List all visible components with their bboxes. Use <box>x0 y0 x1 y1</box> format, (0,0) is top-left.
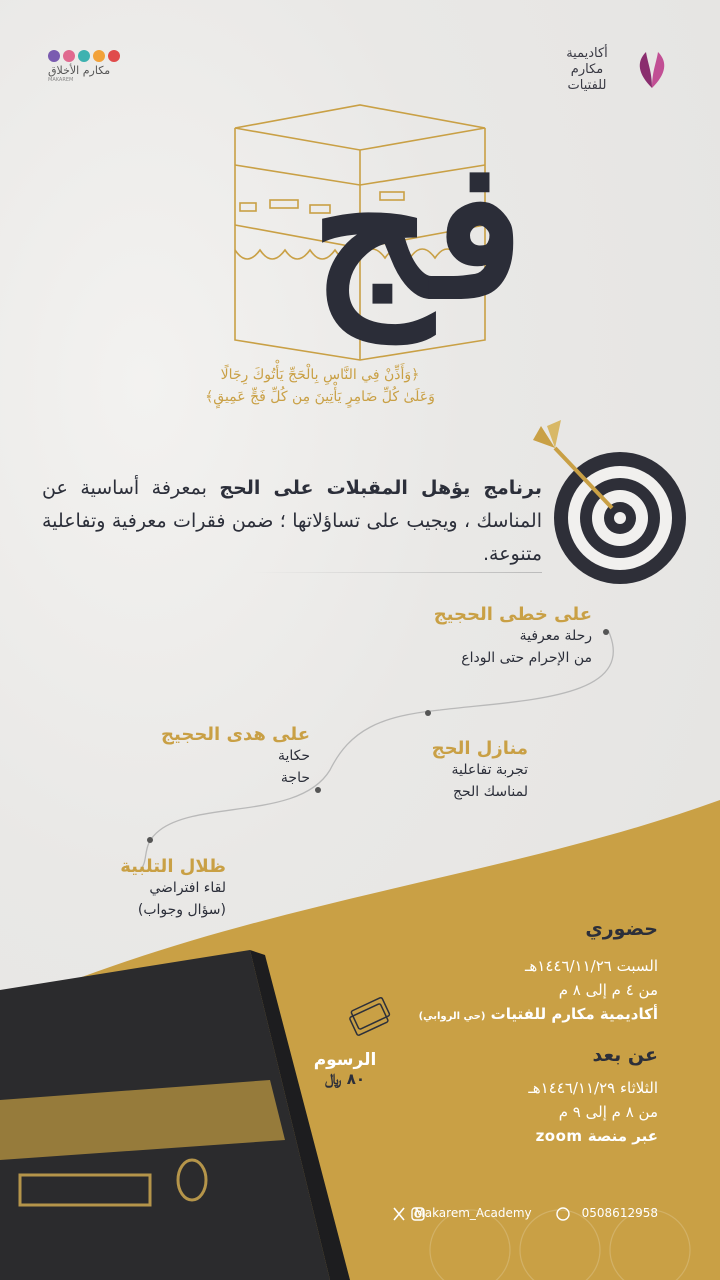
stage-line: لمناسك الحج <box>452 784 528 800</box>
logo-sub: MAKAREM <box>48 77 74 83</box>
onsite-date: السبت ١٤٤٦/١١/٢٦هـ <box>524 957 658 975</box>
logo-line-2: مكارم <box>570 62 604 77</box>
route-dot <box>147 837 153 843</box>
stage-title: منازل الحج <box>431 738 528 759</box>
route-dot <box>603 629 609 635</box>
online-date: الثلاثاء ١٤٤٦/١١/٢٩هـ <box>528 1079 658 1097</box>
stage-line: لقاء افتراضي <box>149 880 226 896</box>
contact-bar <box>358 1206 658 1220</box>
route-dot <box>315 787 321 793</box>
stage-4 <box>36 856 226 921</box>
fees-label: الرسوم <box>313 1050 377 1070</box>
academy-logo-icon <box>632 44 672 92</box>
intro-rest: بمعرفة أساسية عن المناسك ، ويجيب على تساؤلاتها ؛ ضمن فقرات معرفية وتفاعلية متنوعة. <box>42 477 542 565</box>
stage-3 <box>140 724 310 789</box>
stage-title: على هدى الحجيج <box>161 724 310 745</box>
onsite-place-row <box>398 1002 658 1029</box>
stage-line: تجربة تفاعلية <box>451 762 528 778</box>
onsite-place: أكاديمية مكارم للفتيات <box>490 1005 658 1023</box>
onsite-time: من ٤ م إلى ٨ م <box>558 981 658 999</box>
stage-line: رحلة معرفية <box>519 628 592 644</box>
onsite-heading: حضوري <box>585 918 658 940</box>
onsite-info <box>398 918 658 1029</box>
phone-number[interactable]: 0508612958 <box>581 1206 658 1220</box>
academy-logo <box>542 42 672 102</box>
target-icon <box>533 420 686 584</box>
logo-name: مكارم الأخلاق <box>48 64 111 77</box>
online-time: من ٨ م إلى ٩ م <box>558 1103 658 1121</box>
account-handle[interactable]: Makarem_Academy <box>414 1206 532 1220</box>
verse-line-1: ﴿وَأَذِّنْ فِي النَّاسِ بِالْحَجِّ يَأْتُوكَ رِجَالًا <box>220 367 420 383</box>
fees-value: ٨٠ ﷼ <box>324 1070 366 1088</box>
stage-1 <box>362 604 592 669</box>
quran-verse <box>175 364 465 408</box>
stage-title: ظلال التلبية <box>120 856 226 877</box>
fees-box <box>305 1050 385 1088</box>
logo-line-1: أكاديمية <box>566 46 608 61</box>
logo-dots-icon <box>48 50 138 62</box>
stage-line: حكاية <box>277 748 310 764</box>
stage-title: على خطى الحجيج <box>433 604 592 625</box>
stage-line: (سؤال وجواب) <box>137 902 226 918</box>
program-intro <box>42 472 542 571</box>
online-platform: عبر منصة zoom <box>535 1127 658 1145</box>
divider <box>252 572 542 573</box>
logo-line-3: للفتيات <box>567 78 607 93</box>
stage-line: حاجة <box>280 770 310 786</box>
stage-2 <box>328 738 528 803</box>
stage-line: من الإحرام حتى الوداع <box>461 650 592 666</box>
route-dot <box>425 710 431 716</box>
makarem-akhlaq-logo <box>48 50 138 90</box>
online-heading: عن بعد <box>592 1044 658 1066</box>
verse-line-2: وَعَلَىٰ كُلِّ ضَامِرٍ يَأْتِينَ مِن كُلِّ فَجٍّ عَمِيقٍ﴾ <box>205 389 435 405</box>
calligraphy-title: فج <box>310 118 524 341</box>
onsite-place-note: (حي الروابي) <box>418 1011 486 1022</box>
online-info <box>398 1044 658 1148</box>
intro-bold: برنامج يؤهل المقبلات على الحج <box>219 477 542 499</box>
